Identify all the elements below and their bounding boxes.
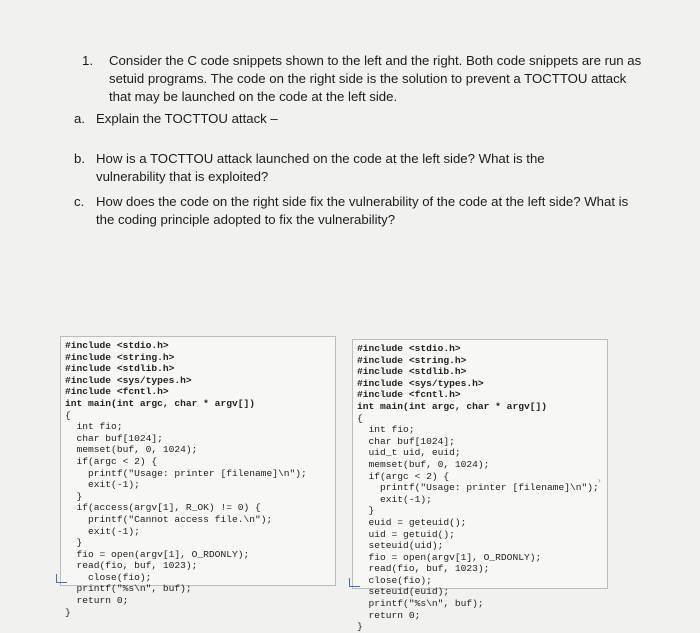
code-line: fio = open(argv[1], O_RDONLY); (357, 551, 542, 563)
brace-marker-left (56, 574, 67, 583)
code-line: printf("%s\n", buf); (357, 598, 484, 610)
code-line: } (65, 490, 83, 502)
code-line: exit(-1); (65, 479, 140, 491)
question-1 (82, 52, 642, 106)
code-line: memset(buf, 0, 1024); (65, 444, 198, 456)
code-line: euid = geteuid(); (357, 516, 467, 528)
code-line: exit(-1); (357, 493, 432, 505)
question-text: Consider the C code snippets shown to the left and the right. Both code snippets are run as setuid programs. The code on the right side is the solution to prevent a TOCTTOU attack that may be launched on the code at the left side. (109, 53, 642, 104)
code-line: read(fio, buf, 1023); (65, 560, 198, 572)
code-line: int main(int argc, char * argv[]) (65, 397, 255, 409)
code-line: int fio; (65, 421, 123, 433)
code-line: int fio; (357, 424, 415, 436)
part-a (74, 110, 634, 128)
code-line: memset(buf, 0, 1024); (357, 458, 490, 470)
code-line: seteuid(uid); (357, 540, 444, 552)
part-a-label: a. (74, 111, 85, 126)
part-b-label: b. (74, 151, 85, 166)
code-line: #include <sys/types.h> (65, 374, 192, 386)
code-line: printf("Usage: printer [filename]\n"); (357, 482, 599, 494)
code-line: { (357, 412, 363, 424)
code-line: printf("Cannot access file.\n"); (65, 513, 273, 525)
part-c-label: c. (74, 194, 85, 209)
code-line: close(fio); (357, 574, 432, 586)
code-line: char buf[1024]; (357, 435, 455, 447)
code-line: seteuid(euid); (357, 586, 450, 598)
code-line: char buf[1024]; (65, 432, 163, 444)
code-line: if(argc < 2) { (65, 455, 158, 467)
code-line: #include <stdlib.h> (357, 366, 467, 378)
code-line: exit(-1); (65, 525, 140, 537)
code-line: int main(int argc, char * argv[]) (357, 400, 547, 412)
code-line: printf("%s\n", buf); (65, 583, 192, 595)
code-line: close(fio); (65, 571, 152, 583)
code-line: printf("Usage: printer [filename]\n"); (65, 467, 307, 479)
code-line: if(access(argv[1], R_OK) != 0) { (65, 502, 261, 514)
code-line: return 0; (65, 595, 129, 607)
code-line: uid_t uid, euid; (357, 447, 461, 459)
code-line: fio = open(argv[1], O_RDONLY); (65, 548, 250, 560)
code-line: #include <string.h> (357, 354, 467, 366)
code-snippet-left (60, 336, 336, 618)
code-line: uid = getuid(); (357, 528, 455, 540)
part-b-text: How is a TOCTTOU attack launched on the code at the left side? What is the vulnerability that is exploited? (96, 151, 545, 184)
code-line: #include <fcntl.h> (65, 386, 169, 398)
code-line: read(fio, buf, 1023); (357, 563, 490, 575)
code-line: } (65, 537, 83, 549)
question-number: 1. (82, 53, 93, 68)
scroll-arrow-icon: › (598, 476, 601, 485)
code-line: } (357, 505, 375, 517)
code-snippet-right (352, 339, 608, 633)
code-line: { (65, 409, 71, 421)
code-line: #include <stdio.h> (65, 340, 169, 351)
code-line: #include <sys/types.h> (357, 377, 484, 389)
code-line: if(argc < 2) { (357, 470, 450, 482)
code-line: #include <string.h> (65, 351, 175, 363)
code-line: return 0; (357, 609, 421, 621)
code-line: #include <fcntl.h> (357, 389, 461, 401)
part-c-text: How does the code on the right side fix the vulnerability of the code at the left side? What is the coding principle adopted to fix the vulnerability? (96, 194, 629, 227)
code-line: #include <stdlib.h> (65, 363, 175, 375)
code-line: #include <stdio.h> (357, 343, 461, 354)
part-c (74, 193, 634, 229)
code-line: } (65, 606, 71, 618)
part-a-text: Explain the TOCTTOU attack – (96, 111, 278, 126)
code-line: } (357, 621, 363, 633)
brace-marker-right (349, 578, 360, 587)
part-b (74, 150, 574, 186)
